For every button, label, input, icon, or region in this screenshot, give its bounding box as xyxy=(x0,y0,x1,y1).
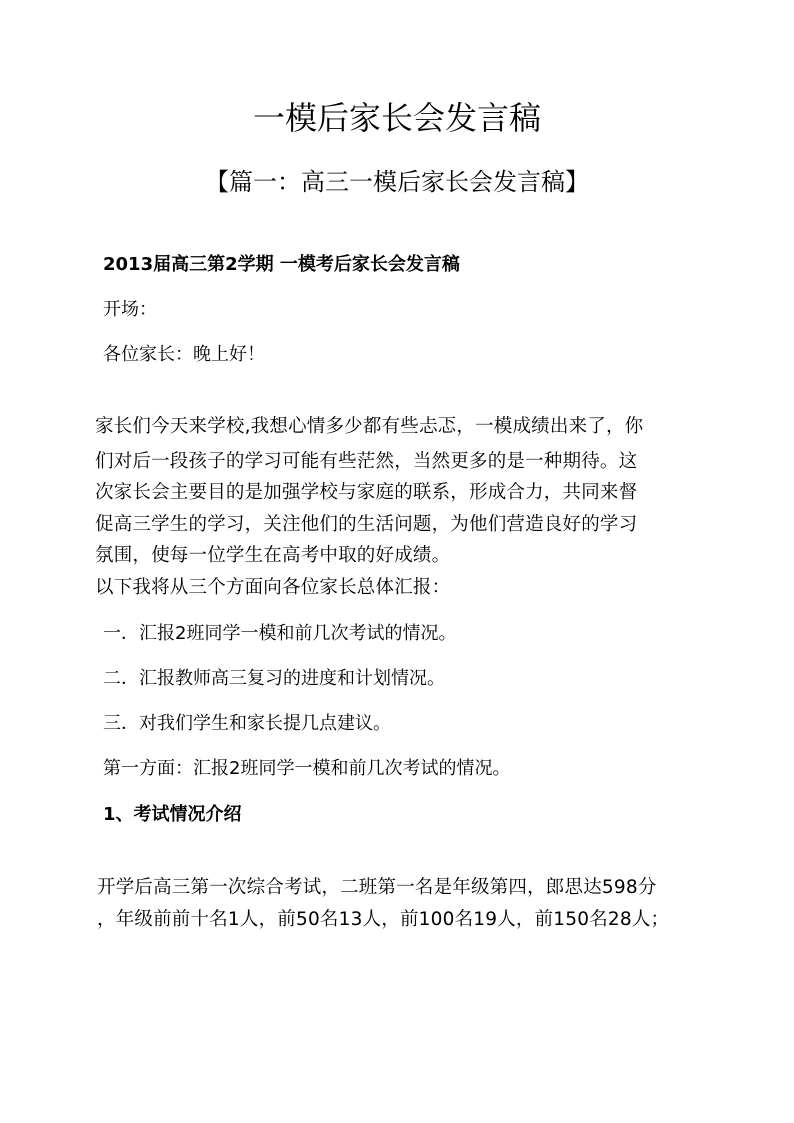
opening-label: 开场： xyxy=(103,299,157,320)
intro-line: 促高三学生的学习，关注他们的生活问题，为他们营造良好的学习 xyxy=(95,514,638,535)
exam-line: 开学后高三第一次综合考试，二班第一名是年级第四，郎思达598分 xyxy=(97,877,657,898)
intro-line: 们对后一段孩子的学习可能有些茫然，当然更多的是一种期待。这 xyxy=(95,451,638,472)
document-subtitle: 【篇一：高三一模后家长会发言稿】 xyxy=(205,168,589,196)
greeting: 各位家长：晚上好！ xyxy=(103,344,265,365)
report-item: 二．汇报教师高三复习的进度和计划情况。 xyxy=(103,668,445,689)
report-item: 一．汇报2班同学一模和前几次考试的情况。 xyxy=(103,623,457,644)
report-item: 三．对我们学生和家长提几点建议。 xyxy=(103,713,391,734)
speech-heading: 2013届高三第2学期 一模考后家长会发言稿 xyxy=(103,254,460,275)
exam-line: ，年级前前十名1人，前50名13人，前100名19人，前150名28人； xyxy=(97,909,670,930)
document-title: 一模后家长会发言稿 xyxy=(252,99,541,137)
section-one-heading: 第一方面：汇报2班同学一模和前几次考试的情况。 xyxy=(103,758,511,779)
intro-line: 氛围，使每一位学生在高考中取的好成绩。 xyxy=(95,545,451,566)
subsection-heading: 1、考试情况介绍 xyxy=(103,804,242,825)
intro-line: 以下我将从三个方面向各位家长总体汇报： xyxy=(95,577,451,598)
intro-line: 家长们今天来学校,我想心情多少都有些忐忑，一模成绩出来了，你 xyxy=(95,416,644,437)
intro-line: 次家长会主要目的是加强学校与家庭的联系，形成合力，共同来督 xyxy=(95,482,638,503)
